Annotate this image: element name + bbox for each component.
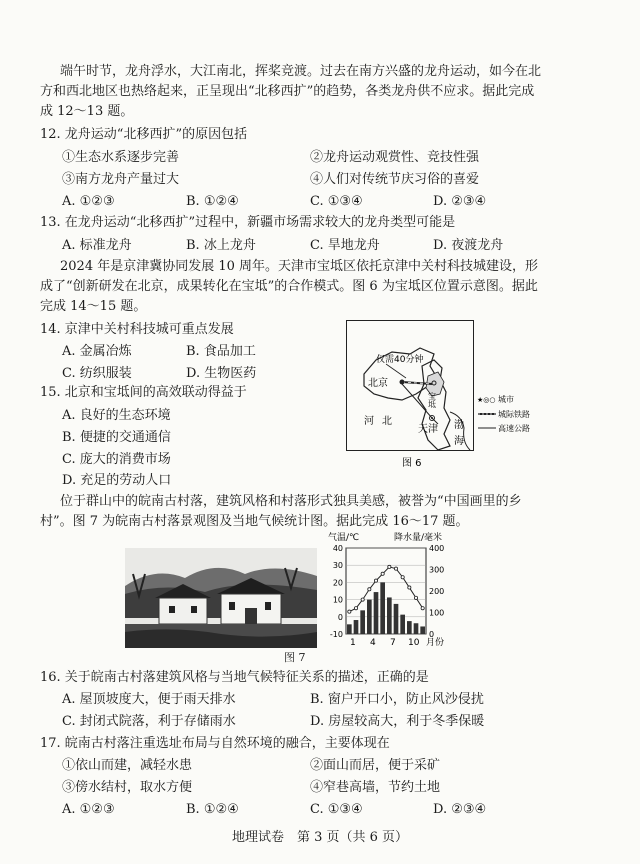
figure-6-map: [346, 320, 538, 470]
precip-bar-month-9: [400, 615, 405, 634]
month-tick-4: 4: [370, 638, 376, 648]
q17-option-a: A. ①②③: [62, 802, 115, 817]
q15-option-d: D. 充足的劳动人口: [62, 473, 172, 488]
precip-bar-month-10: [407, 621, 412, 634]
question-15-stem: 15. 北京和宝坻间的高效联动得益于: [40, 385, 247, 400]
question-13-stem: 13. 在龙舟运动“北移西扩”过程中，新疆市场需求较大的龙舟类型可能是: [40, 215, 456, 230]
intro-paragraph-line: 方和西北地区也热络起来，正呈现出“北移西扩”的趋势，各类龙舟供不应求。据此完成: [40, 84, 535, 99]
intro-paragraph-line: 村”。图 7 为皖南古村落景观图及当地气候统计图。据此完成 16～17 题。: [40, 514, 469, 529]
tianjin-label: 天津: [418, 424, 438, 435]
q17-statement-4: ④窄巷高墙，节约土地: [310, 780, 441, 795]
precip-tick-label: 300: [429, 565, 445, 575]
q13-option-c: C. 旱地龙舟: [310, 238, 380, 253]
precip-bar-month-7: [387, 597, 392, 634]
bohai-label-1: 渤: [454, 420, 464, 431]
legend-city-label: 城市: [498, 395, 514, 404]
beijing-label: 北京: [368, 378, 388, 389]
intro-paragraph-line: 位于群山中的皖南古村落，建筑风格和村落形式独具美感，被誉为“中国画里的乡: [60, 494, 522, 509]
q16-option-a: A. 屋顶坡度大，便于雨天排水: [62, 692, 236, 707]
question-17-stem: 17. 皖南古村落注重选址布局与自然环境的融合，主要体现在: [40, 736, 390, 751]
question-12-stem: 12. 龙舟运动“北移西扩”的原因包括: [40, 127, 248, 142]
temp-point-month-1: [348, 610, 351, 613]
intro-paragraph-line: 端午时节，龙舟浮水，大江南北，挥桨竞渡。过去在南方兴盛的龙舟运动，如今在北: [60, 64, 542, 79]
temp-tick-label: 0: [337, 612, 343, 622]
bohai-label-2: 海: [454, 436, 464, 447]
q17-option-d: D. ②③④: [433, 802, 487, 817]
precip-tick-label: 400: [429, 544, 445, 553]
city-legend-icon: ★◎○: [477, 396, 496, 404]
temp-point-month-4: [368, 588, 371, 591]
q15-option-a: A. 良好的生态环境: [62, 408, 171, 423]
precip-axis-label: 降水量/毫米: [394, 533, 443, 543]
page-footer: 地理试卷 第 3 页（共 6 页）: [231, 830, 409, 845]
precip-bar-month-12: [420, 626, 425, 634]
precip-bar-month-4: [367, 600, 372, 634]
q17-statement-3: ③傍水结村，取水方便: [62, 780, 193, 795]
precip-bar-month-2: [354, 620, 359, 634]
q17-option-c: C. ①③④: [310, 802, 363, 817]
village-landscape-photo: [125, 548, 317, 648]
temp-axis-label: 气温/℃: [328, 533, 360, 543]
temp-point-month-10: [408, 586, 411, 589]
month-tick-10: 10: [408, 638, 420, 648]
q16-option-c: C. 封闭式院落，利于存储雨水: [62, 714, 236, 729]
temp-point-month-7: [388, 565, 391, 568]
temp-tick-label: 40: [332, 544, 343, 553]
q12-statement-2: ②龙舟运动观赏性、竞技性强: [310, 150, 480, 165]
temp-tick-label: 20: [332, 578, 343, 588]
q14-option-b: B. 食品加工: [186, 344, 256, 359]
q12-option-b: B. ①②④: [186, 194, 239, 209]
temp-tick-label: -10: [329, 630, 343, 639]
intro-paragraph-line: 2024 年是京津冀协同发展 10 周年。天津市宝坻区依托京津中关村科技城建设，形: [60, 259, 539, 274]
precip-bar-month-6: [380, 582, 385, 634]
precip-bar-month-8: [394, 604, 399, 634]
q16-option-b: B. 窗户开口小，防止风沙侵扰: [310, 692, 484, 707]
q12-statement-3: ③南方龙舟产量过大: [62, 172, 180, 187]
legend-rail-label: 城际铁路: [498, 410, 530, 419]
q12-option-d: D. ②③④: [433, 194, 487, 209]
question-14-stem: 14. 京津中关村科技城可重点发展: [40, 322, 234, 337]
month-tick-1: 1: [350, 638, 356, 648]
q12-option-c: C. ①③④: [310, 194, 363, 209]
q13-option-a: A. 标准龙舟: [62, 238, 132, 253]
figure-6-caption: 图 6: [402, 458, 422, 469]
temp-tick-label: 30: [332, 561, 343, 571]
q14-option-d: D. 生物医药: [186, 366, 257, 381]
q15-option-c: C. 庞大的消费市场: [62, 452, 171, 467]
q16-option-d: D. 房屋较高大，利于冬季保暖: [310, 714, 485, 729]
q12-statement-4: ④人们对传统节庆习俗的喜爱: [310, 172, 480, 187]
beijing-marker: [400, 380, 405, 385]
legend-road-label: 高速公路: [498, 424, 530, 433]
map-frame: [347, 321, 474, 451]
q17-option-b: B. ①②④: [186, 802, 239, 817]
temp-point-month-8: [394, 567, 397, 570]
temperature-curve: [349, 567, 422, 612]
temp-point-month-6: [381, 572, 384, 575]
precip-tick-label: 0: [429, 630, 435, 639]
question-16-stem: 16. 关于皖南古村落建筑风格与当地气候特征关系的描述，正确的是: [40, 670, 429, 685]
q14-option-c: C. 纺织服装: [62, 366, 132, 381]
month-tick-7: 7: [390, 638, 396, 648]
precip-bar-month-1: [347, 624, 352, 634]
temp-point-month-2: [354, 607, 357, 610]
q17-statement-1: ①依山而建，减轻水患: [62, 758, 193, 773]
precip-bar-month-11: [414, 623, 419, 634]
month-unit-label: 月份: [426, 638, 445, 648]
climate-chart: [322, 528, 462, 650]
hebei-label: 河北: [364, 416, 400, 427]
precip-tick-label: 100: [429, 608, 445, 618]
travel-arrow: [386, 364, 406, 378]
precip-tick-label: 200: [429, 587, 445, 596]
q13-option-b: B. 冰上龙舟: [186, 238, 256, 253]
q12-option-a: A. ①②③: [62, 194, 115, 209]
travel-time-label: 仅需40分钟: [376, 355, 424, 365]
temp-point-month-12: [421, 607, 424, 610]
baodi-label: 宝坻: [427, 392, 437, 408]
intro-paragraph-line: 完成 14～15 题。: [40, 299, 147, 314]
q15-option-b: B. 便捷的交通通信: [62, 430, 171, 445]
temp-point-month-11: [414, 596, 417, 599]
q13-option-d: D. 夜渡龙舟: [433, 238, 504, 253]
q14-option-a: A. 金属冶炼: [62, 344, 132, 359]
intro-paragraph-line: 成 12～13 题。: [40, 104, 134, 119]
temp-point-month-3: [361, 598, 364, 601]
precip-bar-month-5: [374, 592, 379, 634]
q17-statement-2: ②面山而居，便于采矿: [310, 758, 441, 773]
temp-point-month-9: [401, 576, 404, 579]
temp-tick-label: 10: [332, 595, 343, 605]
intro-paragraph-line: 成了“创新研发在北京，成果转化在宝坻”的合作模式。图 6 为宝坻区位置示意图。据此: [40, 279, 538, 294]
q12-statement-1: ①生态水系逐步完善: [62, 150, 180, 165]
figure-7-caption: 图 7: [284, 651, 306, 664]
temp-point-month-5: [374, 579, 377, 582]
precip-bar-month-3: [360, 610, 365, 634]
